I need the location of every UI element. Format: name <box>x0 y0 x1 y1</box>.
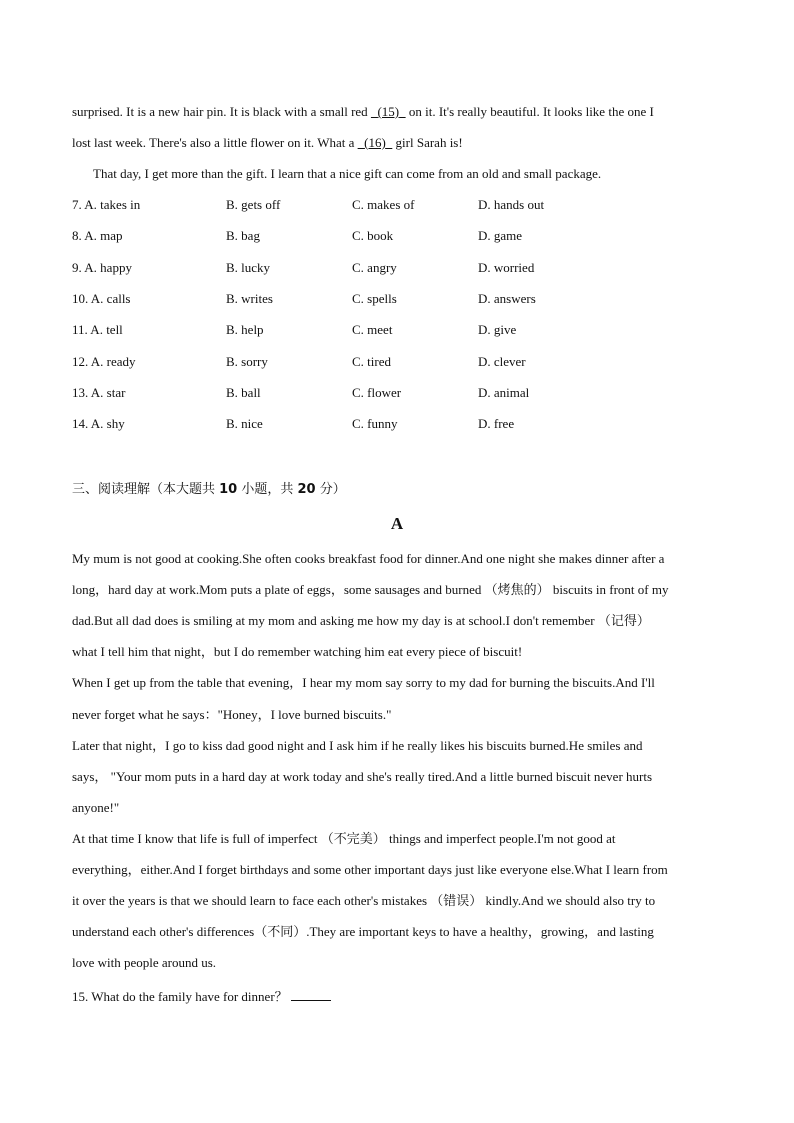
option-a: 8. A. map <box>72 228 123 244</box>
option-d: D. answers <box>478 290 536 306</box>
option-c: C. spells <box>352 290 397 306</box>
option-b: B. sorry <box>226 353 268 369</box>
option-a: 11. A. tell <box>72 322 123 338</box>
passage-line: At that time I know that life is full of imperfect （不完美） things and imperfect people.I'm not good at <box>72 830 616 846</box>
option-b: B. bag <box>226 228 260 244</box>
passage-text: girl Sarah is! <box>392 135 463 150</box>
option-b: B. nice <box>226 416 263 432</box>
answer-blank[interactable] <box>291 988 331 1001</box>
option-d: D. hands out <box>478 197 545 212</box>
option-d: D. game <box>478 228 523 244</box>
option-c: C. book <box>352 228 394 244</box>
option-a: 9. A. happy <box>72 259 132 275</box>
option-a: 7. A. takes in <box>72 197 141 212</box>
option-b: B. help <box>226 322 264 338</box>
question-15: 15. What do the family have for dinner？ <box>72 988 722 1005</box>
passage-line: everything，either.And I forget birthdays and some other important days just like everyone else.What I learn from <box>72 862 668 877</box>
option-b: B. gets off <box>226 197 281 212</box>
option-c: C. tired <box>352 353 391 369</box>
option-c: C. angry <box>352 259 397 275</box>
passage-line <box>72 135 722 151</box>
passage-line: says， "Your mom puts in a hard day at work today and she's really tired.And a little burned biscuit never hurts <box>72 768 653 784</box>
passage-line: understand each other's differences（不同）.They are important keys to have a healthy，growing，and lasting <box>72 924 654 940</box>
passage-line: never forget what he says："Honey，I love burned biscuits." <box>72 706 392 722</box>
passage-line <box>72 104 722 120</box>
option-d: D. worried <box>478 259 535 275</box>
option-a: 12. A. ready <box>72 353 136 369</box>
option-d: D. animal <box>478 384 530 400</box>
passage-line: Later that night，I go to kiss dad good night and I ask him if he really likes his biscuits burned.He smiles and <box>72 737 643 753</box>
passage-line: dad.But all dad does is smiling at my mom and asking me how my day is at school.I don't remember （记得） <box>72 613 650 629</box>
option-c: C. meet <box>352 322 393 338</box>
section-heading: 三、阅读理解（本大题共 10 小题，共 20 分） <box>72 482 346 497</box>
option-d: D. free <box>478 416 515 432</box>
passage-text: surprised. It is a new hair pin. It is black with a small red <box>72 104 371 119</box>
passage-line: anyone!" <box>72 799 120 815</box>
option-c: C. flower <box>352 384 402 400</box>
passage-line: it over the years is that we should learn to face each other's mistakes （错误） kindly.And we should also try to <box>72 893 656 909</box>
passage-text: on it. It's really beautiful. It looks like the one I <box>405 104 654 119</box>
passage-line: what I tell him that night，but I do remember watching him eat every piece of biscuit! <box>72 644 523 660</box>
option-a: 13. A. star <box>72 384 126 400</box>
blank-16: (16) <box>364 135 386 150</box>
option-c: C. funny <box>352 416 398 432</box>
option-a: 10. A. calls <box>72 290 131 306</box>
option-d: D. clever <box>478 353 526 369</box>
passage-line: long，hard day at work.Mom puts a plate of eggs，some sausages and burned （烤焦的） biscuits in front of my <box>72 582 669 598</box>
option-b: B. writes <box>226 290 273 306</box>
passage-line: My mum is not good at cooking.She often cooks breakfast food for dinner.And one night she makes dinner after a <box>72 551 665 566</box>
passage-text: lost last week. There's also a little flower on it. What a <box>72 135 358 150</box>
option-a: 14. A. shy <box>72 416 125 432</box>
passage-title: A <box>390 514 404 533</box>
passage-line: love with people around us. <box>72 955 217 971</box>
option-d: D. give <box>478 322 517 338</box>
option-b: B. lucky <box>226 259 271 275</box>
passage-line: When I get up from the table that evening，I hear my mom say sorry to my dad for burning the biscuits.And I'll <box>72 675 655 691</box>
option-c: C. makes of <box>352 197 415 212</box>
passage-line: That day, I get more than the gift. I learn that a nice gift can come from an old and small package. <box>93 166 602 181</box>
option-b: B. ball <box>226 384 261 400</box>
blank-15: (15) <box>377 104 400 119</box>
